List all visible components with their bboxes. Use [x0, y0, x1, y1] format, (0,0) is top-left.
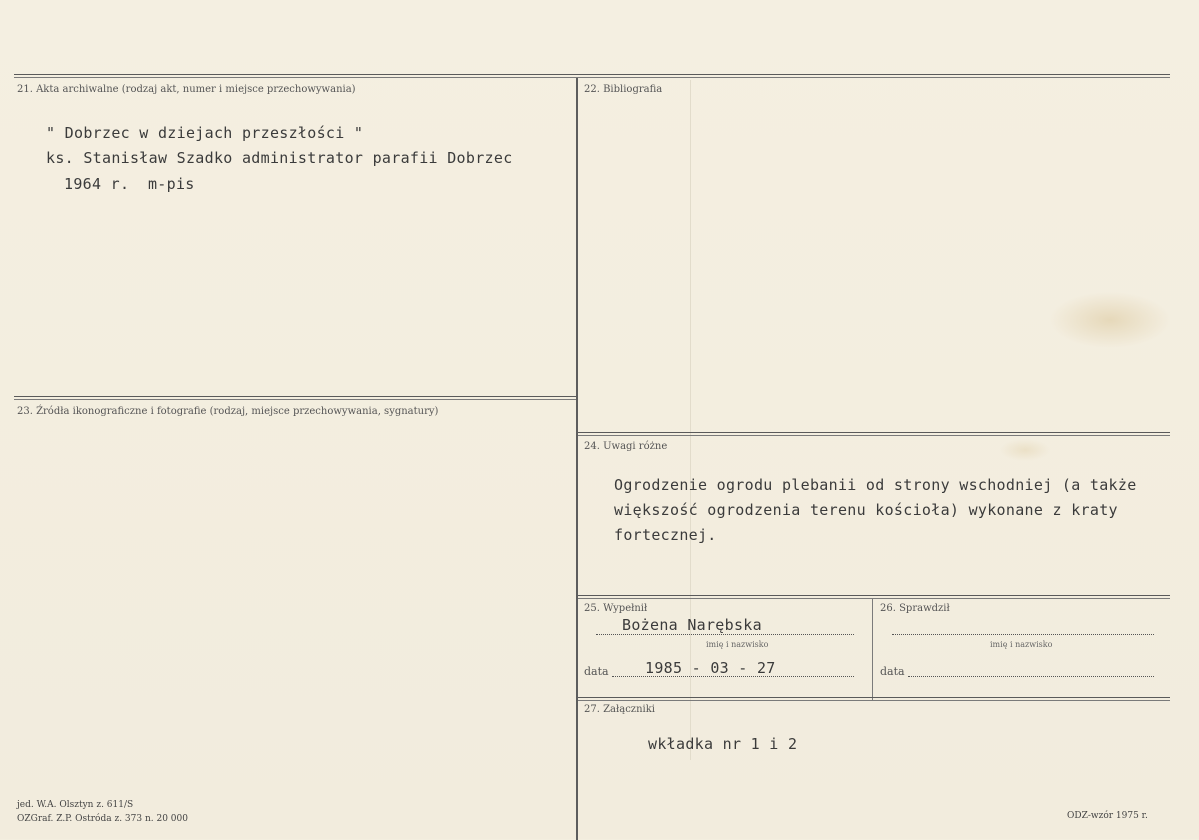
filled-by-date: 1985 - 03 - 27 — [645, 659, 776, 677]
section-24-line-2: większość ogrodzenia terenu kościoła) wykonane z kraty — [614, 501, 1118, 519]
checked-by-date-label: data — [880, 665, 905, 678]
rule-above-24 — [578, 432, 1170, 436]
section-21-line-3: 1964 r. m-pis — [64, 175, 195, 193]
filled-by-name: Bożena Narębska — [622, 616, 762, 634]
checked-by-date-line — [908, 676, 1154, 677]
attachments-value: wkładka nr 1 i 2 — [648, 735, 798, 753]
left-mid-rule — [14, 396, 576, 400]
rule-above-25 — [578, 595, 1170, 599]
checked-by-name-caption: imię i nazwisko — [990, 640, 1053, 649]
section-21-label: 21. Akta archiwalne (rodzaj akt, numer i miejsce przechowywania) — [17, 84, 356, 95]
section-21-line-2: ks. Stanisław Szadko administrator parafii Dobrzec — [46, 149, 513, 167]
top-rule — [14, 74, 1170, 78]
section-21-line-1: " Dobrzec w dziejach przeszłości " — [46, 124, 364, 142]
section-24-line-1: Ogrodzenie ogrodu plebanii od strony wschodniej (a także — [614, 476, 1137, 494]
rule-above-27 — [578, 697, 1170, 701]
section-27-label: 27. Załączniki — [584, 704, 655, 715]
faint-guide-line — [690, 80, 691, 760]
divider-25-26 — [872, 598, 873, 700]
filled-by-date-label: data — [584, 665, 609, 678]
section-25-label: 25. Wypełnił — [584, 603, 648, 614]
footer-line-1: jed. W.A. Olsztyn z. 611/S — [17, 800, 134, 810]
filled-by-name-line — [596, 634, 854, 635]
section-23-label: 23. Źródła ikonograficzne i fotografie (rodzaj, miejsce przechowywania, sygnatury) — [17, 406, 439, 417]
section-22-label: 22. Bibliografia — [584, 84, 663, 95]
filled-by-date-line — [612, 676, 854, 677]
footer-line-2: OZGraf. Z.P. Ostróda z. 373 n. 20 000 — [17, 814, 188, 824]
section-26-label: 26. Sprawdził — [880, 603, 950, 614]
section-24-line-3: fortecznej. — [614, 526, 717, 544]
form-code: ODZ-wzór 1975 r. — [1067, 811, 1148, 821]
center-divider — [576, 78, 578, 840]
checked-by-name-line — [892, 634, 1154, 635]
section-24-label: 24. Uwagi różne — [584, 441, 668, 452]
filled-by-name-caption: imię i nazwisko — [706, 640, 769, 649]
